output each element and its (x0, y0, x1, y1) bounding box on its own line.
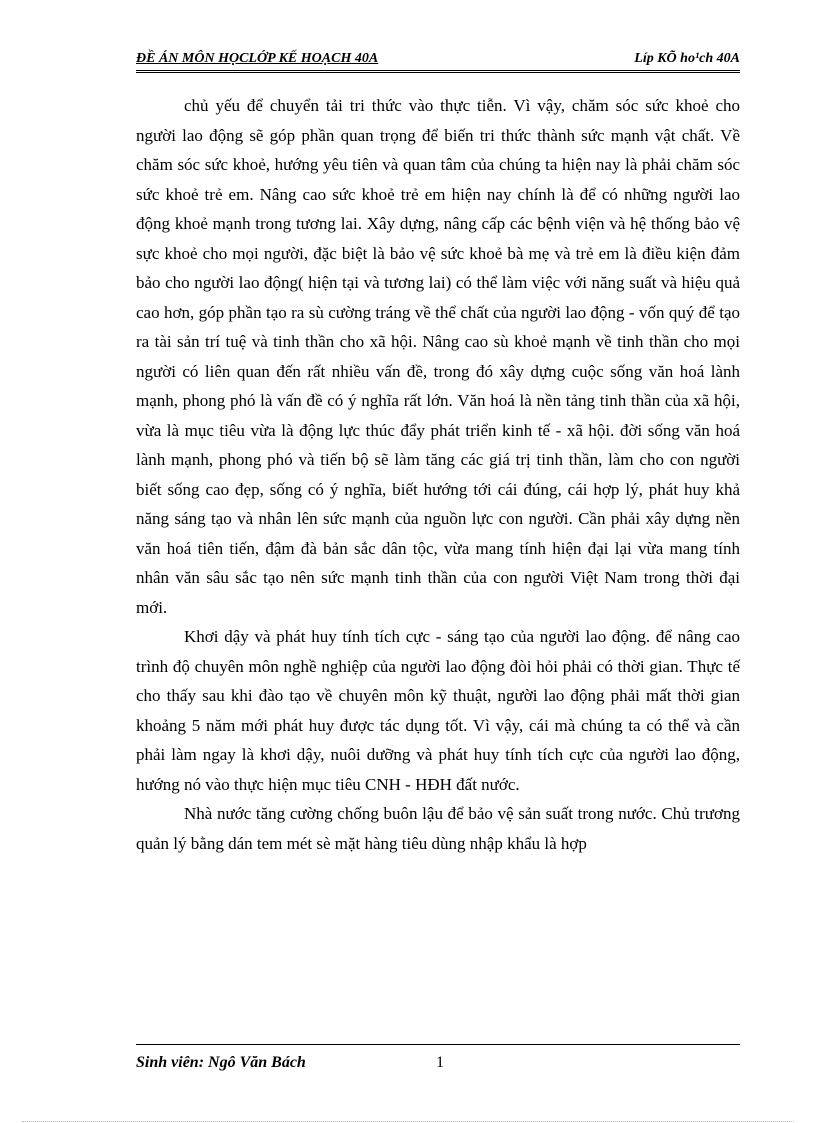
paragraph-continuation: chủ yếu để chuyển tải tri thức vào thực tiễn. Vì vậy, chăm sóc sức khoẻ cho người lao động sẽ góp phần quan trọng để biến tri thức thành sức mạnh vật chất. Về chăm sóc sức khoẻ, hướng yêu tiên và quan tâm của chúng ta hiện nay là phải chăm sóc sức khoẻ trẻ em. Nâng cao sức khoẻ trẻ em hiện nay chính là để có những người lao động khoẻ mạnh trong tương lai. Xây dựng, nâng cấp các bệnh viện và hệ thống bảo vệ sực khoẻ cho mọi người, đặc biệt là bảo vệ sức khoẻ bà mẹ và trẻ em là điều kiện đảm bảo cho người lao động( hiện tại và tương lai) có thể làm việc với năng suất và hiệu quả cao hơn, góp phần tạo ra sù cường tráng về thể chất của người lao động - vốn quý để tạo ra tài sản trí tuệ và tinh thần cho xã hội. Nâng cao sù khoẻ mạnh về tinh thần cho mọi người có liên quan đến rất nhiều vấn đề, trong đó xây dựng cuộc sống văn hoá lành mạnh, phong phó là vấn đề có ý nghĩa rất lớn. Văn hoá là nền tảng tinh thần của xã hội, vừa là mục tiêu vừa là động lực thúc đẩy phát triển kinh tế - xã hội. đời sống văn hoá lành mạnh, phong phó và tiến bộ sẽ làm tăng các giá trị tinh thần, làm cho con người biết sống cao đẹp, sống có ý nghĩa, biết hướng tới cái đúng, cái hợp lý, phát huy khả năng sáng tạo và nhân lên sức mạnh của nguồn lực con người. Cần phải xây dựng nền văn hoá tiên tiến, đậm đà bản sắc dân tộc, vừa mang tính hiện đại lại vừa mang tính nhân văn sâu sắc tạo nên sức mạnh tinh thần của con người Việt Nam trong thời đại mới. (136, 96, 740, 617)
page-header (136, 48, 740, 73)
page-edge-divider (22, 1121, 794, 1122)
header-course-title: ĐỀ ÁN MÔN HỌCLỚP KẾ HOẠCH 40A (136, 51, 379, 66)
header-class-name: Líp KÕ ho¹ch 40A (634, 51, 740, 66)
footer-author: Sinh viên: Ngô Văn Bách (136, 1054, 306, 1071)
paragraph-worker-initiative: Khơi dậy và phát huy tính tích cực - sáng tạo của người lao động. để nâng cao trình độ chuyên môn nghề nghiệp của người lao động đòi hỏi phải có thời gian. Thực tế cho thấy sau khi đào tạo về chuyên môn kỹ thuật, người lao động phải mất thời gian khoảng 5 năm mới phát huy được tác dụng tốt. Vì vậy, cái mà chúng ta có thể và cần phải làm ngay là khơi dậy, nuôi dưỡng và phát huy tính tích cực của người lao động, hướng nó vào thực hiện mục tiêu CNH - HĐH đất nước. (136, 627, 740, 794)
page-number: 1 (436, 1054, 444, 1071)
document-body (136, 91, 740, 858)
paragraph-anti-smuggling: Nhà nước tăng cường chống buôn lậu để bảo vệ sản suất trong nước. Chủ trương quản lý bằng dán tem mét sè mặt hàng tiêu dùng nhập khẩu là hợp (136, 804, 740, 853)
footer-divider (136, 1044, 740, 1045)
